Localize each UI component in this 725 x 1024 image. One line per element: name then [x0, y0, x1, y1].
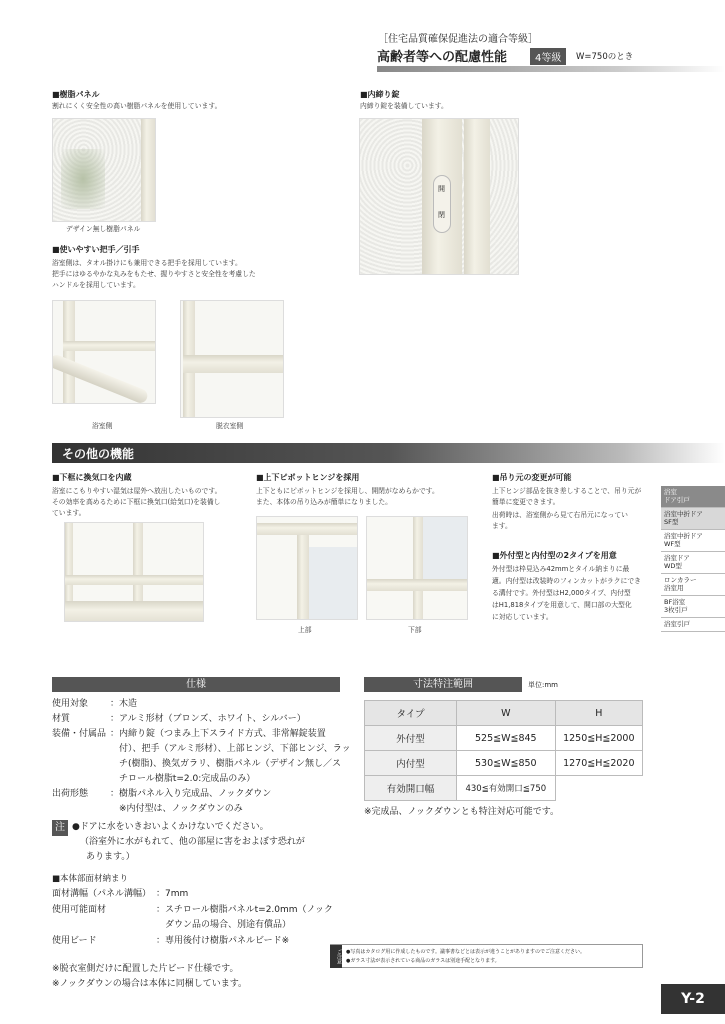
header-title: 高齢者等への配慮性能	[377, 50, 508, 65]
table-cell	[555, 776, 642, 801]
table-cell: 内付型	[365, 751, 457, 776]
table-header: W	[457, 701, 556, 726]
handle-bath-caption: 浴室側	[92, 422, 113, 430]
spec-row-shipping-2: ※内付型は、ノックダウンのみ	[110, 804, 243, 814]
notice-mark: ご注意	[330, 945, 342, 968]
resin-panel-photo	[52, 118, 156, 222]
inner-lock-photo	[359, 118, 519, 275]
sidebar-label: 浴室ドア WD型	[664, 554, 690, 570]
sidebar-item-sliding[interactable]	[661, 618, 725, 632]
pivot-top-caption: 上部	[298, 626, 312, 634]
sidebar-item-bf[interactable]	[661, 596, 725, 618]
resin-panel-heading: ■樹脂パネル	[52, 90, 100, 99]
table-cell: 1270≦H≦2020	[555, 751, 642, 776]
header-rule	[377, 66, 725, 72]
spec-row-shipping: 出荷形態 ：樹脂パネル入り完成品、ノックダウン	[52, 789, 272, 799]
sidebar-label: 浴室 ドア引戸	[664, 488, 690, 504]
table-row	[365, 776, 643, 801]
spec-row-equipment-3: チ(樹脂)、換気ガラリ、樹脂パネル（デザイン無し／ス	[110, 759, 341, 769]
types-desc-5: に対応しています。	[492, 613, 553, 621]
types-desc-3: る溝付です。外付型はH2,000タイプ、内付型	[492, 589, 631, 597]
table-header: H	[555, 701, 642, 726]
hinge-heading: ■吊り元の変更が可能	[492, 473, 572, 482]
spec-row-material: 材質 ：アルミ形材（ブロンズ、ホワイト、シルバー）	[52, 714, 306, 724]
notice-line-2: ●ガラス寸法が表示されている商品のガラスは別途手配となります。	[346, 958, 500, 964]
table-row	[365, 726, 643, 751]
table-cell: 530≦W≦850	[457, 751, 556, 776]
hinge-desc-2: 簡単に変更できます。	[492, 498, 560, 506]
frame-row-groove: 面材溝幅（パネル溝幅） ：7mm	[52, 889, 189, 899]
notice-line-1: ●写真はカタログ用に作成したものです。議事書などとは表示が違うことがありますのでご注意ください。	[346, 949, 585, 955]
caution-1: ●ドアに水をいきおいよくかけないでください。	[72, 822, 269, 832]
handle-dressing-caption: 脱衣室側	[216, 422, 244, 430]
vent-desc-3: ています。	[52, 509, 86, 517]
handle-dressing-photo	[180, 300, 284, 418]
table-cell: 1250≦H≦2000	[555, 726, 642, 751]
page-number: Y-2	[661, 984, 725, 1014]
spec-title-bar	[52, 677, 340, 692]
spec-row-equipment-4: チロール樹脂t=2.0:完成品のみ）	[110, 774, 256, 784]
table-row	[365, 701, 643, 726]
inner-lock-heading: ■内締り錠	[360, 90, 400, 99]
dim-title: 寸法特注範囲	[413, 679, 473, 690]
sidebar-label: 浴室中折ドア WF型	[664, 532, 703, 548]
grade-badge: 4等級	[530, 48, 566, 65]
table-cell: 430≦有効開口≦750	[457, 776, 556, 801]
other-banner	[52, 443, 725, 463]
frame-heading: ■本体部面材納まり	[52, 874, 129, 884]
lock-knob	[433, 175, 451, 233]
lock-open-label: 開	[438, 185, 445, 193]
lock-close-label: 閉	[438, 211, 445, 219]
types-heading: ■外付型と内付型の2タイプを用意	[492, 551, 617, 560]
sidebar-label: 浴室引戸	[664, 620, 690, 628]
handle-desc-2: 把手にはゆるやかな丸みをもたせ、握りやすさと安全性を考慮した	[52, 270, 256, 278]
vent-photo	[64, 522, 204, 622]
spec-row-target: 使用対象 ：木造	[52, 699, 138, 709]
pivot-top-photo	[256, 516, 358, 620]
header-note: W=750のとき	[576, 52, 634, 62]
pivot-bottom-photo	[366, 516, 468, 620]
pivot-desc-1: 上下ともにピボットヒンジを採用し、開閉がなめらかです。	[256, 487, 439, 495]
dim-title-bar	[364, 677, 522, 692]
frame-row-panel: 使用可能面材 ：スチロール樹脂パネルt=2.0mm（ノック	[52, 905, 333, 915]
dim-unit: 単位:mm	[528, 681, 558, 689]
resin-panel-caption: デザイン無し樹脂パネル	[66, 225, 141, 233]
table-cell: 525≦W≦845	[457, 726, 556, 751]
hinge-desc-4: ます。	[492, 522, 512, 530]
footnote-1: ※脱衣室側だけに配置した片ビード仕様です。	[52, 964, 239, 974]
hinge-desc-3: 出荷時は、浴室側から見て右吊元になってい	[492, 511, 628, 519]
types-desc-1: 外付型は枠見込み42mmとタイル納まりに最	[492, 565, 630, 573]
dim-note: ※完成品、ノックダウンとも特注対応可能です。	[364, 807, 560, 817]
types-desc-4: はH1,818タイプを用意して、開口部の大型化	[492, 601, 632, 609]
header-subtitle: ［住宅品質確保促進法の適合等級］	[378, 34, 538, 45]
frame-row-panel-2: ダウン品の場合、別途有償品）	[156, 920, 292, 930]
types-desc-2: 適。内付型は改装時のフィンカットがラクにでき	[492, 577, 641, 585]
footnote-2: ※ノックダウンの場合は本体に同梱しています。	[52, 979, 248, 989]
sidebar-item-roncolor[interactable]	[661, 574, 725, 596]
handle-desc-3: ハンドルを採用しています。	[52, 281, 140, 289]
spec-title: 仕様	[186, 679, 206, 690]
sidebar-label: 浴室中折ドア SF型	[664, 510, 703, 526]
frame-row-bead: 使用ビード ：専用後付け樹脂パネルビード※	[52, 936, 290, 946]
table-row	[365, 751, 643, 776]
sidebar-label: ロンカラー 浴室用	[664, 576, 697, 592]
sidebar-item-wf[interactable]	[661, 530, 725, 552]
handle-desc-1: 浴室側は、タオル掛けにも兼用できる把手を採用しています。	[52, 259, 242, 267]
vent-desc-1: 浴室にこもりやすい湿気は屋外へ放出したいものです。	[52, 487, 222, 495]
sidebar-label: BF浴室 3枚引戸	[664, 598, 688, 614]
table-header: タイプ	[365, 701, 457, 726]
handle-bath-photo	[52, 300, 156, 404]
vent-heading: ■下框に換気口を内蔵	[52, 473, 132, 482]
caution-3: あります。）	[86, 852, 135, 862]
pivot-heading: ■上下ピボットヒンジを採用	[256, 473, 360, 482]
sidebar-item-wd[interactable]	[661, 552, 725, 574]
spec-row-equipment: 装備・付属品 ：内締り錠（つまみ上下スライド方式、非常解錠装置	[52, 729, 326, 739]
notice-box	[330, 944, 643, 968]
sidebar-item-bath-door[interactable]	[661, 486, 725, 508]
vent-desc-2: その効率を高めるために下框に換気口(給気口)を装備し	[52, 498, 221, 506]
pivot-bottom-caption: 下部	[408, 626, 422, 634]
handle-heading: ■使いやすい把手／引手	[52, 245, 140, 254]
table-cell: 外付型	[365, 726, 457, 751]
pivot-desc-2: また、本体の吊り込みが簡単になりました。	[256, 498, 392, 506]
inner-lock-desc: 内締り錠を装備しています。	[360, 102, 448, 110]
table-cell: 有効開口幅	[365, 776, 457, 801]
other-banner-title: その他の機能	[62, 447, 135, 461]
hinge-desc-1: 上下ヒンジ部品を抜き差しすることで、吊り元が	[492, 487, 642, 495]
sidebar-item-sf[interactable]	[661, 508, 725, 530]
caution-2: （浴室外に水がもれて、他の部屋に害をおよぼす恐れが	[80, 837, 305, 847]
dimensions-table	[364, 700, 643, 801]
caution-mark: 注	[52, 820, 68, 836]
resin-panel-desc: 割れにくく安全性の高い樹脂パネルを使用しています。	[52, 102, 222, 110]
spec-row-equipment-2: 付）、把手（アルミ形材）、上部ヒンジ、下部ヒンジ、ラッ	[110, 744, 351, 754]
